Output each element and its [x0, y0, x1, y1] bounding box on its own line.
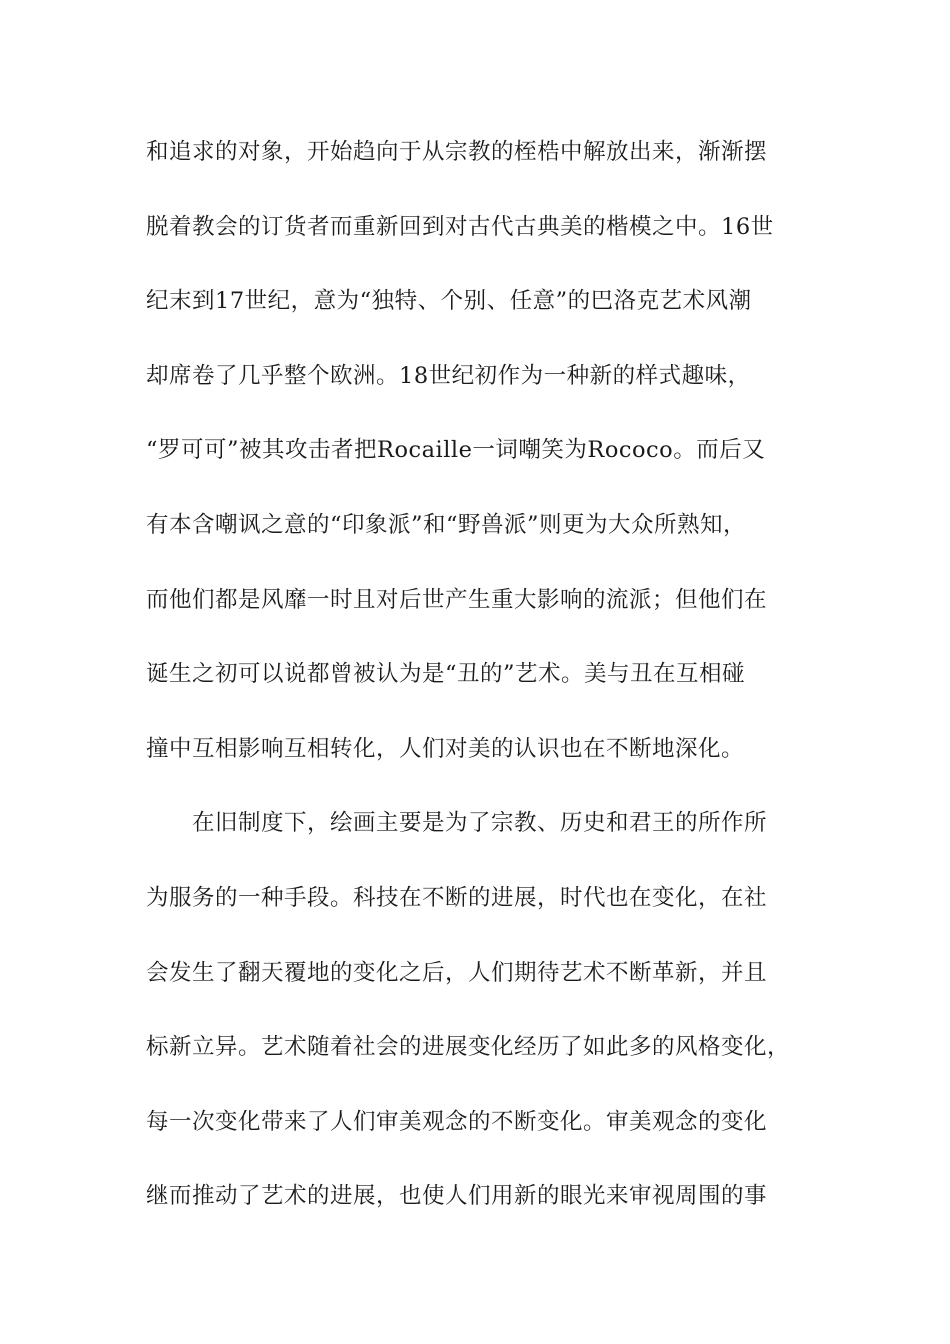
paragraph-start-line: 在旧制度下，绘画主要是为了宗教、历史和君王的所作所	[192, 810, 768, 837]
text-line: 诞生之初可以说都曾被认为是“丑的”艺术。美与丑在互相碰	[146, 661, 746, 688]
text-line: 脱着教会的订货者而重新回到对古代古典美的楷模之中。16世	[146, 213, 774, 240]
body-text	[146, 127, 810, 1246]
text-line: 和追求的对象，开始趋向于从宗教的桎梏中解放出来，渐渐摆	[146, 139, 768, 165]
text-line: 继而推动了艺术的进展，也使人们用新的眼光来审视周围的事	[146, 1183, 768, 1210]
text-line: “罗可可”被其攻击者把Rocaille一词嘲笑为Rococo。而后又	[146, 437, 766, 464]
text-line: 每一次变化带来了人们审美观念的不断变化。审美观念的变化	[146, 1108, 768, 1135]
text-line: 标新立异。艺术随着社会的进展变化经历了如此多的风格变化，	[146, 1034, 791, 1061]
text-line: 有本含嘲讽之意的“印象派”和“野兽派”则更为大众所熟知，	[146, 511, 747, 538]
text-line: 纪末到17世纪，意为“独特、个别、任意”的巴洛克艺术风潮	[146, 288, 752, 315]
text-line: 却席卷了几乎整个欧洲。18世纪初作为一种新的样式趣味，	[146, 362, 751, 389]
text-line: 撞中互相影响互相转化，人们对美的认识也在不断地深化。	[146, 735, 745, 762]
text-line: 为服务的一种手段。科技在不断的进展，时代也在变化，在社	[146, 884, 768, 911]
text-line: 而他们都是风靡一时且对后世产生重大影响的流派；但他们在	[146, 586, 768, 613]
text-line: 会发生了翻天覆地的变化之后，人们期待艺术不断革新，并且	[146, 959, 768, 986]
